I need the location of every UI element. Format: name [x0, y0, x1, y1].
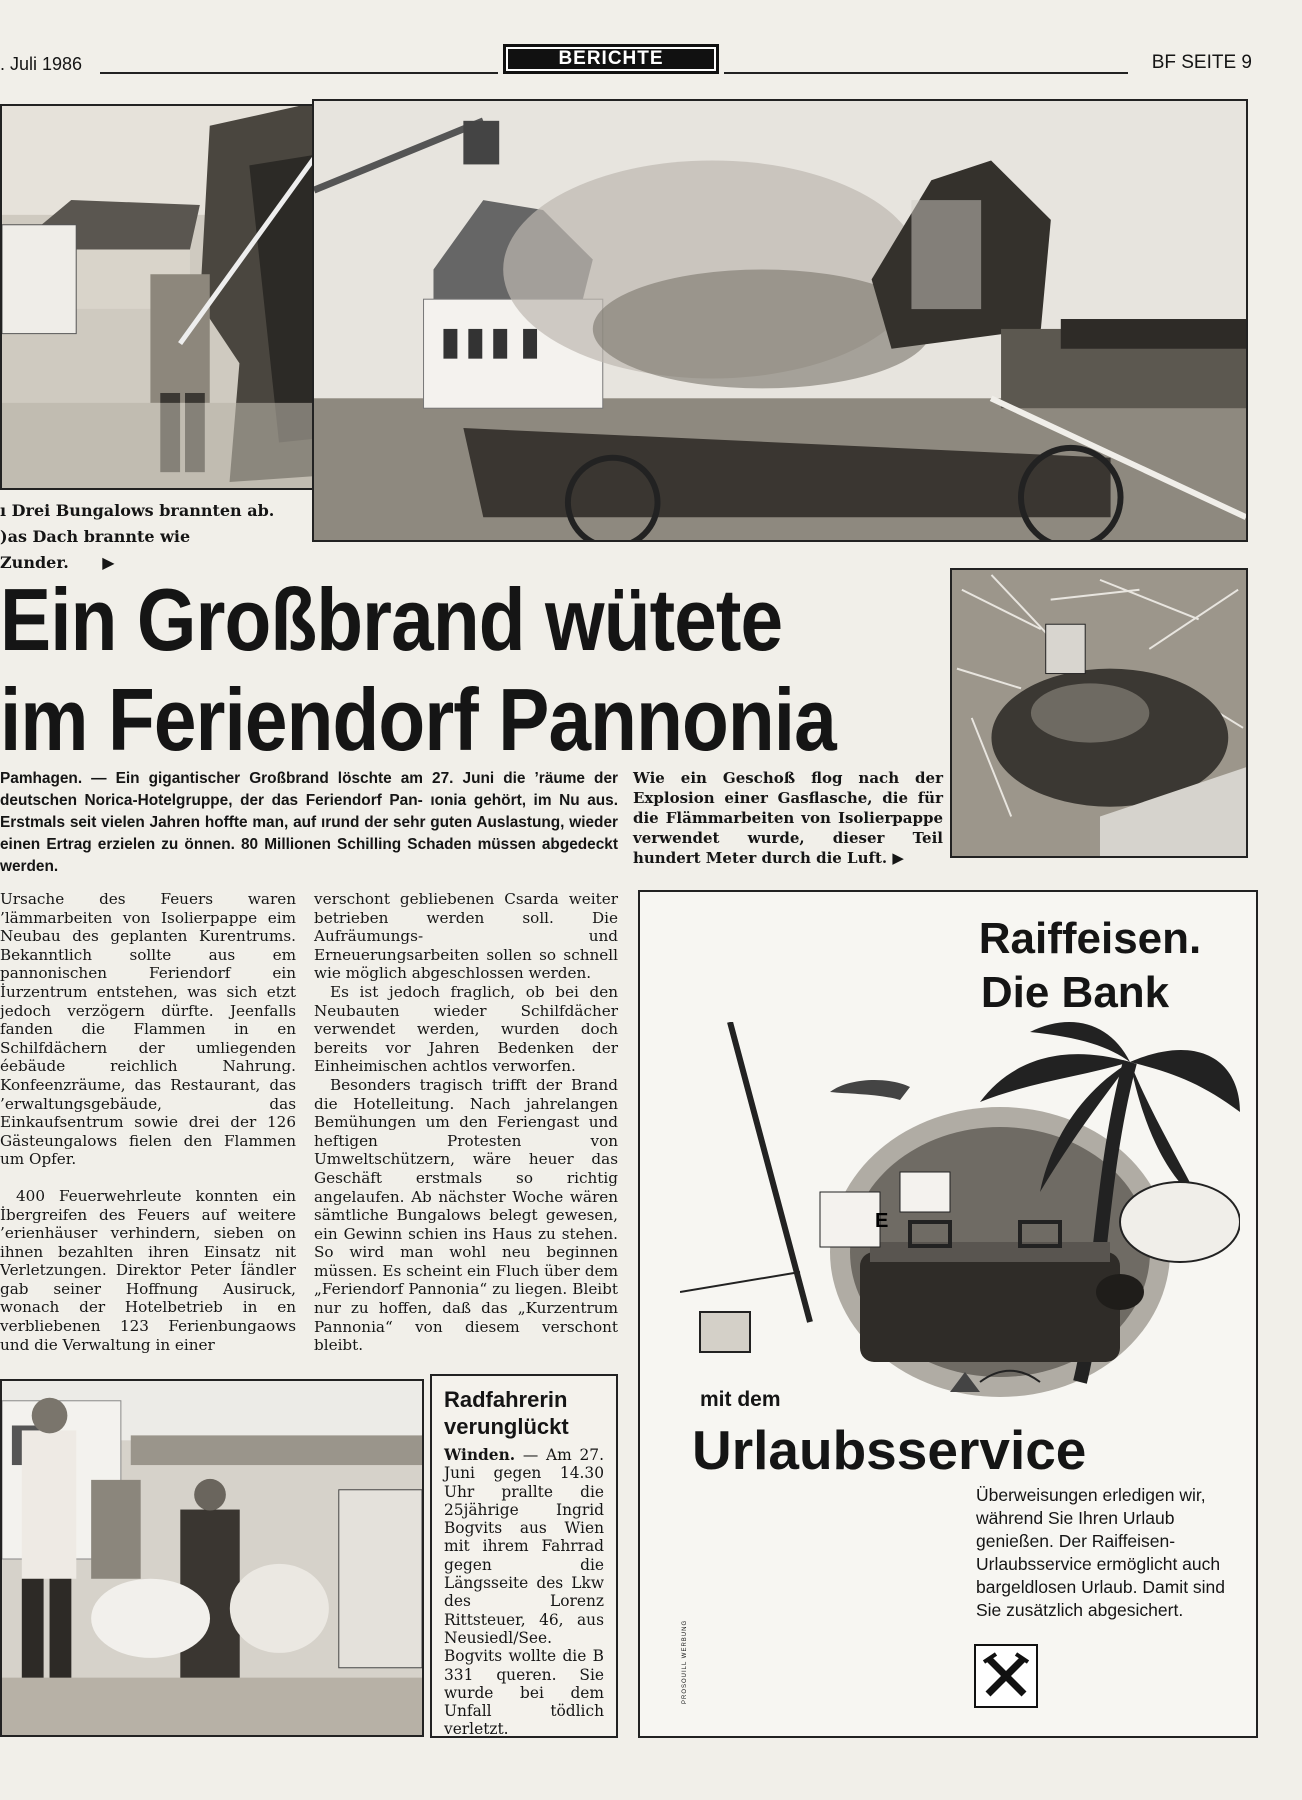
issue-date: . Juli 1986	[0, 54, 83, 74]
ad-headline-line-2: Die Bank	[980, 968, 1170, 1017]
lead-paragraph: Pamhagen. — Ein gigantischer Großbrand löschte am 27. Juni die ’räume der deutschen Norica-Hotelgruppe, der das Feriendorf Pan- ıonia gehört, im Nu aus. Erstmals seit vielen Jahren hoffte man, auf ırund der sehr guten Auslastung, wieder einen Ertrag erzielen zu önnen. 80 Millionen Schilling Schaden müssen abgedeckt werden.	[0, 770, 618, 875]
radfahrerin-place: Winden.	[444, 1446, 516, 1464]
caption-arrow-icon: ▶	[102, 553, 115, 572]
raiffeisen-gable-cross-icon	[982, 1652, 1030, 1700]
header-rule-left	[100, 72, 498, 74]
ad-headline	[940, 912, 1240, 1020]
photo-burning-building	[312, 99, 1248, 542]
ad-suitcase-label: E	[875, 1210, 889, 1232]
article-column-2	[314, 890, 618, 1355]
section-label-text: BERICHTE	[508, 49, 714, 69]
ad-headline-line-1: Raiffeisen.	[978, 914, 1202, 963]
article-paragraph: 400 Feuerwehrleute konnten ein İbergreifen des Feuers auf weitere ’erienhäuser verhindern, sieben on ihnen bezahlten ihren Einsatz nit Verletzungen. Direktor Peter Íändler gab seiner Hoffnung Ausiruck, wonach der Hotelbetrieb in en verbliebenen 123 Ferienbungaows und die Verwaltung in einer	[0, 1186, 296, 1354]
ad-illustration-suitcase-palm	[680, 1022, 1240, 1412]
headline-line-1: Ein Großbrand wütete	[0, 570, 783, 669]
headline-line-2: im Feriendorf Pannonia	[0, 670, 836, 769]
article-paragraph: verschont gebliebenen Csarda weiter betrieben werden soll. Die Aufräumungs- und Erneuerungsarbeiten sollen so schnell wie möglich abgeschlossen werden.	[314, 890, 618, 983]
caption-line-1: ı Drei Bungalows brannten ab.	[0, 501, 275, 520]
gas-bottle-caption-text: Wie ein Geschoß flog nach der Explosion einer Gasflasche, die für die Flämmarbeiten von Isolierpappe verwendet wurde, dieser Teil hundert Meter durch die Luft.	[633, 769, 943, 867]
ad-body-text: Überweisungen erledigen wir, während Sie Ihren Urlaub genießen. Der Raiffeisen-Urlaubsservice ermöglicht auch bargeldlosen Urlaub. Damit sind Sie zusätzlich abgesichert.	[976, 1485, 1226, 1620]
photo-caption	[0, 498, 300, 576]
radfahrerin-text	[444, 1446, 604, 1739]
section-label	[503, 44, 719, 74]
raiffeisen-logo	[974, 1644, 1038, 1708]
article-paragraph: Ursache des Feuers waren ’lämmarbeiten von Isolierpappe eim Neubau des geplanten Kurentrums. Bekanntlich sollte aus em pannonischen Feriendorf ein İurzentrum entstehen, was sich etzt jedoch verzögern dürfte. Jeenfalls fanden die Flammen in en Schilfdächern der umliegenden éebäude reichlich Nahrung. Konfeenzräume, das Restaurant, das ’erwaltungsgebäude, das Einkaufsentrum sowie drei der 126 Gästeungalows fielen den Flammen um Opfer.	[0, 890, 296, 1169]
article-column-1	[0, 890, 296, 1354]
headline	[0, 570, 836, 770]
page-number: BF SEITE 9	[1151, 52, 1252, 73]
aside-arrow-icon: ▶	[892, 849, 904, 867]
photo-gas-bottle	[950, 568, 1248, 858]
radfahrerin-body: — Am 27. Juni gegen 14.30 Uhr prallte die 25jährige Ingrid Bogvits aus Wien mit ihrem Fahrrad gegen die Längsseite des Lkw des Lorenz Rittsteuer, 46, aus Neusiedl/See. Bogvits wollte die B 331 queren. Sie wurde bei dem Unfall tödlich verletzt.	[444, 1446, 604, 1739]
photo-gas-bottle-image	[952, 570, 1246, 856]
radfahrerin-title: Radfahrerin verunglückt	[444, 1387, 569, 1439]
photo-accident-scene	[0, 1379, 424, 1737]
header-rule-right	[724, 72, 1128, 74]
article-paragraph: Es ist jedoch fraglich, ob bei den Neubauten wieder Schilfdächer verwendet werden, wurden doch bereits vor Jahren Bedenken der Einheimischen achtlos verworfen.	[314, 982, 618, 1076]
article-paragraph: Besonders tragisch trifft der Brand die Hotelleitung. Nach jahrelangen Bemühungen um den Feriengast und heftigen Protesten von Umweltschützern, wäre heuer das Geschäft erstmals so richtig angelaufen. Ab nächster Woche wären sämtliche Bungalows belegt gewesen, ein Gewinn schien ins Haus zu stehen. So wird man wohl neu beginnen müssen. Es scheint ein Fluch über dem „Feriendorf Pannonia“ zu liegen. Bleibt nur zu hoffen, daß das „Kurzentrum Pannonia“ von diesem verschont bleibt.	[314, 1075, 618, 1355]
photo-burning-building-image	[314, 101, 1246, 540]
ad-agency-credit: PROSOUILL WERBUNG	[682, 1619, 688, 1704]
photo-accident-scene-image	[2, 1381, 422, 1735]
caption-line-2-text: )as Dach brannte wie Zunder.	[0, 527, 191, 572]
news-box-radfahrerin	[430, 1374, 618, 1738]
gas-bottle-caption	[633, 768, 943, 868]
caption-line-2	[0, 524, 300, 576]
ad-urlaubsservice: Urlaubsservice	[692, 1419, 1087, 1481]
raiffeisen-ad	[638, 890, 1258, 1738]
ad-mit-dem: mit dem	[700, 1388, 781, 1411]
